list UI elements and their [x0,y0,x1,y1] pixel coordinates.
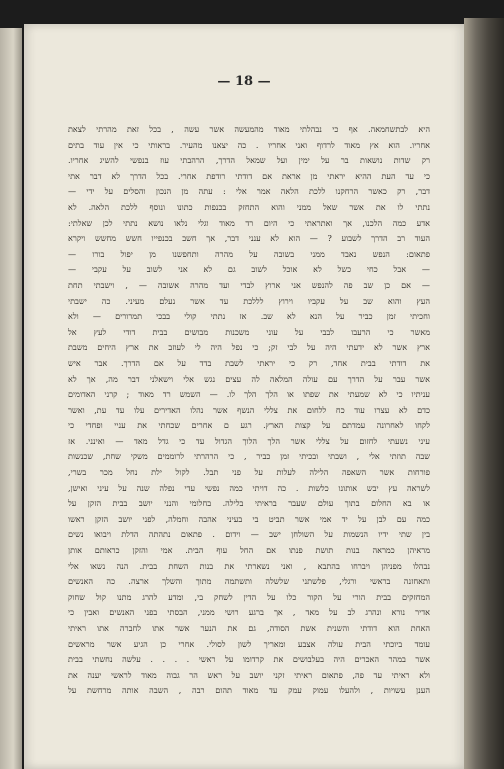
text-line: את דודתי בבית אחד, רק כי יראתי לשבת בדד על אם הדרך. אבר איש [68,357,430,368]
page-number: — 18 — [217,74,271,89]
text-line: — אבל כחי כשל לא אוכל לשוב גם לא אני לשוב על עקבי — [68,264,430,275]
text-line: האחת הוא דודתי והשנית אשת הסודה, גם את הנער אשר אתו לחברה אתו ראיתי [68,623,430,633]
text-line: הענן עשויות , ולהעלו עמוק עמק עד מאוד תהום רבה , השבה אותה מרחשת על [68,685,430,696]
text-line: נבהלו מפניהן ויברחו בהתבא , ואני נשארתי את בנות השחת בבית. הנה נשאו אלי [68,560,430,571]
text-line: בין שתי ידיו הנשמות על השולחן ישב — וידום . פתאום נתהתה הדלת ויבואו נשים [68,529,430,540]
text-line: כדם לא עצרו עוד כח ללחום את צללי הנשף אשר נהלו האדירים עלו עד עת, ואשר [68,404,430,415]
text-line: היא לבתשחמאה. אף כי נבהלתי מאוד מהמעשה אשר עשה , בכל זאת מהרתי לצאת [68,124,430,134]
text-line: ארץ אשר לא ידעתי היה על לבי זק; כי נפל היה לי לעוזב את ארץ היחים משבת [68,342,430,353]
text-line: המחזקים בבית הורי על הקור כלו על הדין לשחק בי, ומדע להרג מתנו קול שחוק [68,591,430,602]
text-line: אחריו. הוא אץ מאוד לרדוף ואני אחריו . כה יצאנו מהעיר. בראותי כי אין עוד בתים [68,139,430,150]
facing-page-edge [0,28,22,769]
text-line: אדע כמה הלכנו, אך ואתראתי כי היום רד מאוד וגלי נלאו נושא נתתי לכן שאלתי: [68,217,430,228]
text-line: נתתי לו את אשר שאל ממני והוא התחזק בכנפות כתונו ונוסף ללכת הלאה. לא [68,201,430,212]
text-line: מראיהן כמראה בנות תושת פנתו אם החל עוף הבית. אמי והזקן כראותם אותן [68,545,430,556]
text-line: לשראה עץ יבש אותונו כלשות . כה דויתי כמה נפשי עדי נפלה שנה על עיני ואישן, [68,482,430,493]
text-line: או בא החלום בתוך עולם שעבר בראיתי בלילה. בחלומי והנני יושב בבית הזקן על [68,498,430,509]
text-line: פתאום: הנפש נאבד ממני בשובה על מהרה ותחפשנו מן יפול בורו — [68,248,430,259]
text-line: שבה תוזתי אלי , ושבתי ובכיתי זמן כביר , כי הרהרתי לרוממים משקי שחת, שכנשות [68,451,430,462]
text-line: כמה עם לבן על יד אמי אשר תביט בי בעיני אהבה וחמלה, לפני יושב הזקן ראשו [68,513,430,524]
text-line: ולא ראיתי עד פה, פתאום ראיתי זקני יושב על ראש הר גבוה מאוד לראשי יענה את [68,669,430,680]
text-line: מאשר כי הרעבו לבבי על עוני משכנות מבושים בבית דודי לעץ אל [68,326,430,337]
text-line: עיני נשעתי לחזום על צללי אשר הלך הלוך הגדול עד כי גדל מאד — ואינני. אז [68,435,430,446]
text-line: רק שדות נושאות בר על ימין ועל שמאל הדרך, הרהבתי עוז בנפשי להשיג אחריו. [68,155,430,166]
text-line: דבר, רק כאשר הרחקנו ללכת הלאה אמר אלי : עתה מן הנכון והסלים על ידי — [68,186,430,197]
text-line: — אם כן שב פה להנפש אני ארוץ לבדי ועד מהרה אשובה — , וישבתי תחת [68,279,430,290]
book-page [24,24,464,769]
text-line: ותאחזנה בראשי ורגלי, פלשתני שלשלה ותשתמה מתוך והשלך ארצה. כה האנשים [68,576,430,587]
text-line: פורחות אשר השאפה הלילה לעלות על פני תבל. לקול ילת נחל מכר בשרי, [68,467,430,478]
text-line: כי עד העת ההיא יראתי מן אראת אם דודתי רודפת אחרי. בכל הדרך לא דבר אתי [68,170,430,181]
text-line: עומד ביוכתי הבית עולה אצבע ומאריך לשון לסולי. אחרי כן הגיע אשר מראשים [68,638,430,649]
text-line: וחכיתי זמן כביר על הנא לא שב. אז נתתי קולי בבכי תמרורים — ולא [68,311,430,322]
page-body-text [68,122,430,699]
text-line: אשר עבר על הדרך עם עולה המלאה לה עצים נגש אלי וישאלני דבר מה, אך לא [68,373,430,384]
text-line: אשר במהר האכרים היה בעלבושים את קרדומו על ראשי . . . . עלשה נחשתי בבית [68,654,430,665]
text-line: אדיר נורא ונהרג לב על מאד , אך ברגע רושי ממני, הבסתי בפני האנשים ואבין כי [68,607,430,618]
book-spine [464,18,504,769]
text-line: העץ והוא שב על עקביו וירוץ לללכת עד אשר נעלם מעיני. כה ישבתי [68,295,430,306]
text-line: לקחו לאחרונה עמדתם על קצות הארץ. רגע ם אחרים שכחתי את עניי ופחדי כי [68,420,430,431]
text-line: העוד רב הדרך לשבוע ? — הוא לא ענני דבר, אך חשב בכנפייו חשש מחשש ויקרא [68,233,430,244]
text-line: עניתיו כי לא שמעתי את שפתו או הלך הלך לו. — השמש רד מאוד ; קרני האדומים [68,389,430,400]
